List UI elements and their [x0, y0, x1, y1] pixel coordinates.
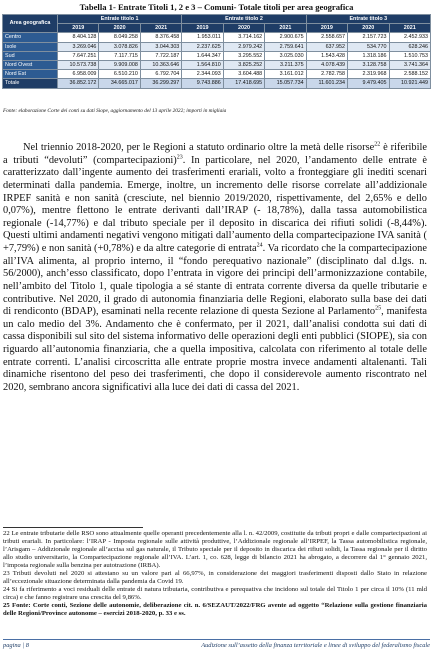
table-cell: 7.647.251 — [58, 51, 99, 60]
table-cell: 2.900.675 — [265, 33, 306, 42]
table-cell: 3.044.303 — [140, 42, 181, 51]
table-cell: 2.759.641 — [265, 42, 306, 51]
table-source-note: Fonte: elaborazione Corte dei conti su dati Siope, aggiornamento del 13 aprile 2022; importi in migliaia — [3, 108, 227, 114]
table-cell: 3.714.162 — [223, 33, 264, 42]
footnote-23: 23 Tributi devoluti nel 2020 si attestano su un valore pari al 66,97%, in considerazione dei maggiori trasferimenti disposti dallo Stato in relazione all’eccezionale situazione determinata dalla pandemia da Covid 19. — [3, 570, 427, 586]
table-cell: 36.299.297 — [140, 79, 181, 88]
table-cell: 2.237.625 — [182, 42, 223, 51]
footnote-25: 25 Fonte: Corte conti, Sezione delle autonomie, deliberazione cit. n. 6/SEZAUT/2022/FRG avente ad oggetto “Relazione sulla gestione finanziaria delle Regioni/Province autonome – esercizi 2018-2020, p. 33 e ss. — [3, 602, 427, 618]
footnote-24: 24 Si fa riferimento a voci residuali delle entrate di natura tributaria, contributiva e perequativa che incidono sul totale del Titolo 1 per circa il 10% (11 mld circa) e che fanno registrare una crescita del 9,86%. — [3, 586, 427, 602]
table-cell: 9.743.886 — [182, 79, 223, 88]
table-cell: 9.909.008 — [99, 60, 140, 69]
row-area-label: Isole — [3, 42, 58, 51]
footnote-separator — [3, 527, 143, 528]
group-header-titolo-1: Entrate titolo 1 — [58, 15, 182, 24]
table-cell: 8.404.128 — [58, 33, 99, 42]
row-area-label: Centro — [3, 33, 58, 42]
group-header-titolo-2: Entrate titolo 2 — [182, 15, 306, 24]
table-cell: 34.665.017 — [99, 79, 140, 88]
table-cell: 9.479.405 — [348, 79, 389, 88]
table-cell: 3.211.375 — [265, 60, 306, 69]
table-cell: 2.588.152 — [389, 70, 431, 79]
table-cell: 534.770 — [348, 42, 389, 51]
footnotes — [3, 530, 427, 619]
group-header-titolo-3: Entrate titolo 3 — [306, 15, 430, 24]
table-cell: 6.958.009 — [58, 70, 99, 79]
table-cell: 1.543.428 — [306, 51, 347, 60]
year-header: 2020 — [99, 24, 140, 33]
table-cell: 2.319.968 — [348, 70, 389, 79]
table-cell: 10.363.646 — [140, 60, 181, 69]
revenue-table — [2, 14, 431, 89]
table-cell: 7.722.187 — [140, 51, 181, 60]
table-cell: 11.601.234 — [306, 79, 347, 88]
table-cell: 3.604.488 — [223, 70, 264, 79]
table-cell: 637.952 — [306, 42, 347, 51]
page-number: pagina | 8 — [3, 642, 29, 649]
footer-rule — [3, 639, 430, 640]
table-title: Tabella 1- Entrate Titoli 1, 2 e 3 – Comuni- Totale titoli per area geografica — [79, 2, 354, 12]
year-header: 2021 — [265, 24, 306, 33]
year-header: 2020 — [348, 24, 389, 33]
table-row — [3, 42, 431, 51]
row-area-label: Nord Ovest — [3, 60, 58, 69]
year-header: 2019 — [58, 24, 99, 33]
table-cell: 15.057.734 — [265, 79, 306, 88]
footnote-22: 22 Le entrate tributarie delle RSO sono attualmente quelle operanti precedentemente alla l. n. 42/2009, costituite da tributi propri e dalle compartecipazioni ai tributi erariali. In particolare: l’IRAP - Imposta regionale sulle attività produttive, l’Addizionale regionale all’IRPEF, la Tassa automobilistica regionale, l’Arisgam – Addizionale regionale all’accisa sul gas naturale, il Tributo speciale per il deposito in discarica dei rifiuti solidi, la Tassa regionale per il diritto allo studio universitario, la Compartecipazione regionale all’IVA. L’art. 1, co. 628, legge di bilancio 2021 ha abrogato, a decorrere dal 1° gennaio 2021, l’imposta regionale sulla benzina per autotrazione (IRBA). — [3, 530, 427, 570]
table-cell: 3.295.552 — [223, 51, 264, 60]
year-header: 2019 — [182, 24, 223, 33]
table-cell: 4.078.439 — [306, 60, 347, 69]
running-title: Audizione sull’assetto della finanza territoriale e linee di sviluppo del federalismo fiscale — [201, 642, 430, 649]
year-header: 2019 — [306, 24, 347, 33]
table-row — [3, 33, 431, 42]
table-cell: 3.025.030 — [265, 51, 306, 60]
table-cell: 3.269.046 — [58, 42, 99, 51]
table-cell: 3.078.826 — [99, 42, 140, 51]
table-cell: 1.318.186 — [348, 51, 389, 60]
row-area-label: Sud — [3, 51, 58, 60]
table-cell: 2.452.933 — [389, 33, 431, 42]
table-cell: 1.953.011 — [182, 33, 223, 42]
body-text — [3, 142, 427, 395]
row-area-label: Totale — [3, 79, 58, 88]
footnote-ref-25[interactable]: 25 — [375, 305, 382, 312]
table-cell: 6.792.704 — [140, 70, 181, 79]
table-cell: 2.344.093 — [182, 70, 223, 79]
table-cell: 1.564.810 — [182, 60, 223, 69]
table-cell: 3.741.364 — [389, 60, 431, 69]
year-header: 2021 — [140, 24, 181, 33]
table-cell: 2.558.657 — [306, 33, 347, 42]
footnote-ref-23[interactable]: 23 — [176, 154, 183, 161]
year-header: 2020 — [223, 24, 264, 33]
year-header: 2021 — [389, 24, 431, 33]
table-row — [3, 70, 431, 79]
table-cell: 2.157.723 — [348, 33, 389, 42]
corner-header: Area geografica — [3, 15, 58, 33]
table-cell: 3.161.012 — [265, 70, 306, 79]
table-cell: 6.510.210 — [99, 70, 140, 79]
row-area-label: Nord Est — [3, 70, 58, 79]
footnote-ref-22[interactable]: 22 — [374, 141, 381, 148]
table-cell: 3.825.252 — [223, 60, 264, 69]
table-cell: 628.246 — [389, 42, 431, 51]
table-cell: 3.128.758 — [348, 60, 389, 69]
footnote-ref-24[interactable]: 24 — [256, 242, 263, 249]
table-cell: 10.573.738 — [58, 60, 99, 69]
table-cell: 2.782.758 — [306, 70, 347, 79]
table-cell: 1.644.347 — [182, 51, 223, 60]
table-cell: 8.049.258 — [99, 33, 140, 42]
table-cell: 17.418.695 — [223, 79, 264, 88]
table-cell: 7.117.715 — [99, 51, 140, 60]
body-paragraph: Nel triennio 2018-2020, per le Regioni a statuto ordinario oltre la metà delle risorse$^{22}$ è riferibile a tributi “devoluti” (compartecipazioni)$^{23}$. In particolare, nel 2020, l’andamento delle entrate è caratterizzato dall’ingente aumento dei trasferimenti erariali, volto a fronteggiare gli inediti scenari determinati dalla pandemia. Emerge, inoltre, un incremento delle risorse correlate all’addizionale IRPEF sanità e non sanità (cresciute, nel biennio 2019/2020, rispettivamente, del 2,65% e dello 0,07%), mentre flettono le entrate derivanti dall’IRAP (- 18,78%), dalla tassa automobilistica regionale (-14,77%) e dal tributo speciale per il deposito in discarica dei rifiuti solidi (-8,44%). Questi ultimi andamenti negativi vengono mitigati dall’aumento della compartecipazione IVA sanità ( +7,79%) e non sanità (+0,78%) e da altre categorie di entrata$^{24}$. Va ricordato che la compartecipazione all’IVA alimenta, al proprio interno, il “fondo perequativo nazionale” (disciplinato dal d.lgs. n. 56/2000), anch’esso classificato, dopo l’entrata in vigore dei principi dell’armonizzazione contabile, nell’ambito del Titolo 1, quale tipologia a sé stante di entrata corrente diversa da quelle tributarie e contributive. Nel 2020, il grado di autonomia finanziaria delle Regioni, elaborato sulla base dei dati di rendiconto (BDAP), esaminati nella recente relazione di questa Sezione al Parlamento$^{25}$, manifesta un calo medio del 3%. Andamento che è confermato, per il 2021, dall’analisi condotta sui dati di cassa disponibili sul sito del sistema informativo delle operazioni degli enti pubblici (SIOPE), sia con riguardo all’autonomia finanziaria, che a quella impositiva, calcolata con riferimento al totale delle entrate correnti. L’analisi circoscritta alle entrate proprie mostra invece andamenti altalenanti. Tali dinamiche risentono del peso dei trasferimenti, che dopo il considerevole aumento riscontrato nel 2020, sembrano ancora significativi alla luce dei dati di cassa del 2021. — [3, 141, 427, 393]
table-cell: 10.921.449 — [389, 79, 431, 88]
table-row — [3, 60, 431, 69]
table-row — [3, 79, 431, 88]
table-cell: 8.376.458 — [140, 33, 181, 42]
table-row — [3, 51, 431, 60]
table-cell: 2.979.242 — [223, 42, 264, 51]
table-cell: 1.510.753 — [389, 51, 431, 60]
table-cell: 36.852.172 — [58, 79, 99, 88]
